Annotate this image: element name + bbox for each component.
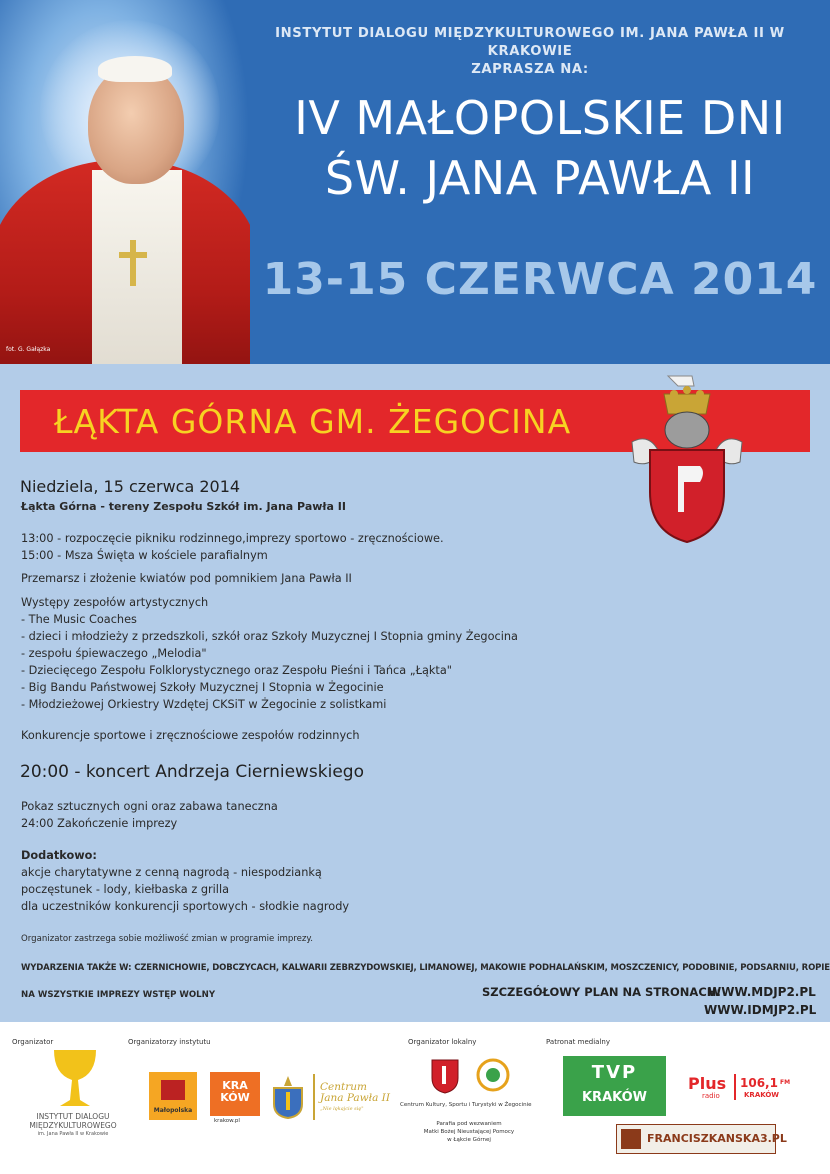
face (88, 66, 184, 184)
krakow-logo: KRA KÓW (210, 1072, 260, 1116)
day-heading: Niedziela, 15 czerwca 2014 (20, 477, 241, 496)
zegocina-coat-icon (428, 1054, 462, 1094)
concert-heading: 20:00 - koncert Andrzeja Cierniewskiego (20, 762, 365, 782)
media-patron-label: Patronat medialny (546, 1038, 610, 1046)
march-text: Przemarsz i złożenie kwiatów pod pomnikiem Jana Pawła II (21, 572, 352, 585)
list-item: Występy zespołów artystycznych (21, 596, 209, 609)
closing-list (21, 798, 278, 832)
schedule-item: 13:00 - rozpoczęcie pikniku rodzinnego,imprezy sportowo - zręcznościowe. (21, 532, 444, 545)
malopolska-logo: Małopolska (149, 1072, 197, 1120)
institute-orgs-label: Organizatorzy instytutu (128, 1038, 211, 1046)
free-entry: NA WSZYSTKIE IMPREZY WSTĘP WOLNY (21, 990, 216, 1000)
list-item: - zespołu śpiewaczego „Melodia" (21, 647, 207, 660)
coat-of-arms-icon (620, 372, 754, 544)
chalice-logo-icon (50, 1048, 100, 1110)
list-item: - The Music Coaches (21, 613, 137, 626)
tvp-krakow-logo: TVP KRAKÓW (563, 1056, 666, 1116)
parish-text: Parafia pod wezwaniem Matki Bożej Nieustającej Pomocy w Łąkcie Górnej (423, 1121, 515, 1143)
extras-list (21, 847, 349, 915)
pope-portrait (0, 0, 250, 364)
venue: Łąkta Górna - tereny Zespołu Szkół im. Jana Pawła II (21, 500, 346, 513)
list-item: - Big Bandu Państwowej Szkoły Muzycznej I Stopnia w Żegocinie (21, 681, 384, 694)
website-link[interactable]: WWW.IDMJP2.PL (704, 1003, 817, 1017)
list-item: Pokaz sztucznych ogni oraz zabawa taneczna (21, 800, 278, 813)
extras-heading: Dodatkowo: (21, 849, 97, 862)
organizer-label: Organizator (12, 1038, 54, 1046)
pectoral-cross-icon (130, 240, 136, 286)
schedule-item: 15:00 - Msza Święta w kościele parafialnym (21, 549, 268, 562)
photo-credit: fot. G. Gałązka (6, 346, 51, 353)
event-dates: 13-15 CZERWCA 2014 (262, 254, 818, 305)
location-title: ŁĄKTA GÓRNA GM. ŻEGOCINA (54, 402, 572, 441)
list-item: akcje charytatywne z cenną nagrodą - niespodzianką (21, 866, 322, 879)
disclaimer: Organizator zastrzega sobie możliwość zmian w programie imprezy. (21, 934, 314, 944)
plan-label: SZCZEGÓŁOWY PLAN NA STRONACH: (482, 985, 721, 999)
schedule-list (21, 530, 444, 564)
local-organizer-label: Organizator lokalny (408, 1038, 477, 1046)
papal-emblem-icon (270, 1074, 306, 1120)
performances-list (21, 594, 518, 713)
list-item: - Dziecięcego Zespołu Folklorystycznego oraz Zespołu Pieśni i Tańca „Łąkta" (21, 664, 452, 677)
franciszkanska-logo: FRANCISZKANSKA3.PL (616, 1124, 776, 1154)
institute-invitation: INSTYTUT DIALOGU MIĘDZYKULTUROWEGO IM. JANA PAWŁA II W KRAKOWIE ZAPRASZA NA: (275, 26, 785, 77)
website-link[interactable]: WWW.MDJP2.PL (708, 985, 816, 999)
centrum-logo-text: Centrum Jana Pawła II „Nie lękajcie się" (320, 1081, 390, 1112)
event-title: IV MAŁOPOLSKIE DNI ŚW. JANA PAWŁA II (294, 91, 786, 205)
list-item: poczęstunek - lody, kiełbaska z grilla (21, 883, 229, 896)
krakow-url: krakow.pl (214, 1118, 240, 1124)
list-item: 24:00 Zakończenie imprezy (21, 817, 178, 830)
radio-plus-logo: Plus radio 106,1 FM KRAKÓW (688, 1074, 791, 1100)
organizer-logo-text: INSTYTUT DIALOGU MIĘDZYKULTUROWEGO im. Jana Pawła II w Krakowie (29, 1112, 117, 1137)
culture-centre-logo-icon (476, 1058, 510, 1092)
other-events: WYDARZENIA TAKŻE W: CZERNICHOWIE, DOBCZYCACH, KALWARII ZEBRZYDOWSKIEJ, LIMANOWEJ, MAKOWIE PODHALAŃSKIM, MOSZCZENICY, PODOBINIE, PODSARNIU, ROPIE (21, 963, 830, 973)
list-item: dla uczestników konkurencji sportowych - słodkie nagrody (21, 900, 350, 913)
white-robe (92, 170, 182, 364)
zucchetto (98, 56, 172, 82)
list-item: - Młodzieżowej Orkiestry Wzdętej CKSiT w Żegocinie z solistkami (21, 698, 387, 711)
competitions-text: Konkurencje sportowe i zręcznościowe zespołów rodzinnych (21, 729, 360, 742)
local-org-text: Centrum Kultury, Sportu i Turystyki w Żegocinie (400, 1102, 532, 1108)
list-item: - dzieci i młodzieży z przedszkoli, szkół oraz Szkoły Muzycznej I Stopnia gminy Żegocina (21, 630, 518, 643)
